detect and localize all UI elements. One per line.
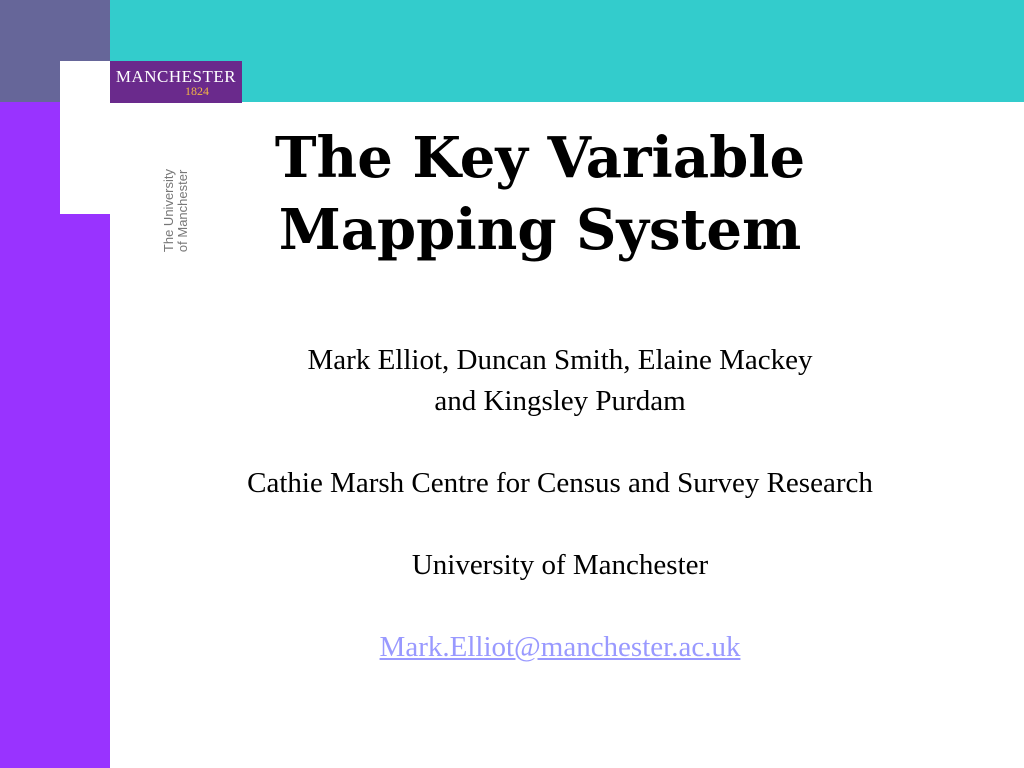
research-centre: Cathie Marsh Centre for Census and Survey Research: [247, 467, 873, 499]
spacer: [110, 504, 1010, 545]
slide-body: [110, 340, 1010, 668]
email-link[interactable]: Mark.Elliot@manchester.ac.uk: [379, 631, 741, 663]
spacer: [110, 422, 1010, 463]
university-logo-line1: The University: [161, 169, 176, 253]
university-logo: [60, 61, 190, 253]
authors-line1: Mark Elliot, Duncan Smith, Elaine Mackey: [307, 344, 813, 376]
slide-title-line2: Mapping System: [278, 197, 802, 263]
manchester-logo-name: MANCHESTER: [115, 67, 237, 86]
manchester-logo-year: 1824: [185, 84, 209, 98]
slide-title-line1: The Key Variable: [274, 125, 806, 191]
spacer: [110, 586, 1010, 627]
authors-line2: and Kingsley Purdam: [434, 385, 686, 417]
university-name: University of Manchester: [411, 549, 709, 581]
university-logo-line2: of Manchester: [175, 169, 190, 253]
manchester-logo: [110, 61, 242, 103]
slide-title: [110, 122, 970, 266]
top-accent-bar: [110, 0, 1024, 102]
